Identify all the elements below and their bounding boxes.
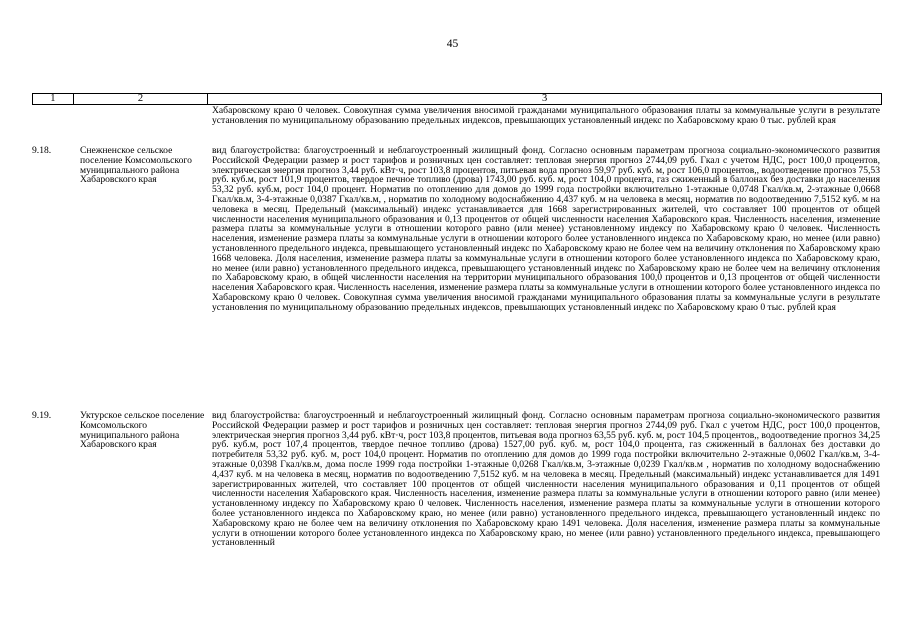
row-number: 9.19. xyxy=(32,410,52,421)
municipality-name: Уктурское сельское поселение Комсомольского муниципального района Хабаровского края xyxy=(80,410,205,451)
column-header-2: 2 xyxy=(73,94,207,105)
row-description: вид благоустройства: благоустроенный и неблагоустроенный жилищный фонд. Согласно основным параметрам прогноза социально-экономического развития Российской Федерации размер и рост тарифов и розничных цен составляет: тепловая энергия прогноз 2744,09 руб. Гкал с учетом НДС, рост 100,0 процентов, электрическая энергия прогноз 3,44 руб. кВт·ч, рост 103,8 процентов, питьевая вода прогноз 59,97 руб. куб. м, рост 106,0 процентов,, водоотведение прогноз 75,53 руб. куб.м, рост 101,9 процентов, твердое печное топливо (дрова) 1743,00 руб. куб. м, рост 104,0 процента, газ сжиженный в баллонах без доставки до населения 53,32 руб. куб.м, рост 104,0 процент. Норматив по отоплению для домов до 1999 года постройки включительно 1-этажные 0,0748 Гкал/кв.м, 2-этажные 0,0668 Гкал/кв.м, 3-4-этажные 0,0387 Гкал/кв.м, , норматив по холодному водоснабжению 4,437 куб. м на человека в месяц, норматив по водоотведению 7,5152 куб. м на человека в месяц. Предельный (максимальный) индекс устанавливается для 1668 зарегистрированных жителей, что составляет 100 процентов от общей численности населения муниципального образования и 0,13 процентов от общей численности населения Хабаровского края. Численность населения, изменение размера платы за коммунальные услуги в отношении которого равно (или менее) установленному индексу по Хабаровскому краю 0 человек. Численность населения, изменение размера платы за коммунальные услуги в отношении которого более установленного индекса по Хабаровскому краю, но менее (или равно) установленного предельного индекса, превышающего установленный индекс по Хабаровскому краю не более чем на величину отклонения по Хабаровскому краю 1668 человека. Доля населения, изменение размера платы за коммунальные услуги в отношении которого более установленного индекса по Хабаровскому краю, но менее (или равно) установленного предельного индекса, превышающего установленный индекс по Хабаровскому краю не более чем на величину отклонения по Хабаровскому краю, в общей численности населения на территории муниципального образования 100,0 процентов и 0,13 процентов от общей численности населения Хабаровского края. Численность населения, изменение размера платы за коммунальные услуги в отношении которого более установленного индекса по Хабаровскому краю 0 человек. Совокупная сумма увеличения вносимой гражданами муниципального образования платы за коммунальные услуги в результате установления по муниципальному образованию предельных индексов, превышающих установленный индекс по Хабаровскому краю 0 тыс. рублей края xyxy=(212,145,880,313)
municipality-name: Снежненское сельское поселение Комсомольского муниципального района Хабаровского края xyxy=(80,145,192,186)
table-header xyxy=(32,93,882,105)
column-header-3: 3 xyxy=(208,94,882,105)
row-description: вид благоустройства: благоустроенный и неблагоустроенный жилищный фонд. Согласно основным параметрам прогноза социально-экономического развития Российской Федерации размер и рост тарифов и розничных цен составляет: тепловая энергия прогноз 2744,09 руб. Гкал с учетом НДС, рост 100,0 процентов, электрическая энергия прогноз 3,44 руб. кВт·ч, рост 103,8 процентов, питьевая вода прогноз 63,55 руб. куб. м, рост 104,5 процентов,, водоотведение прогноз 34,25 руб. куб.м, рост 107,4 процентов, твердое печное топливо (дрова) 1527,00 руб. куб. м, рост 104,0 процента, газ сжиженный в баллонах без доставки до потребителя 53,32 руб. куб. м, рост 104,0 процент. Норматив по отоплению для домов до 1999 года постройки включительно 2-этажные 0,0602 Гкал/кв.м, 3-4-этажные 0,0398 Гкал/кв.м, дома после 1999 года постройки 1-этажные 0,0268 Гкал/кв.м, 3-этажные 0,0239 Гкал/кв.м , норматив по холодному водоснабжению 4,437 куб. м на человека в месяц, норматив по водоотведению 7,5152 куб. м на человека в месяц. Предельный (максимальный) индекс устанавливается для 1491 зарегистрированных жителей, что составляет 100 процентов от общей численности населения муниципального образования и 0,11 процентов от общей численности населения Хабаровского края. Численность населения, изменение размера платы за коммунальные услуги в отношении которого равно (или менее) установленному индексу по Хабаровскому краю 0 человек. Численность населения, изменение размера платы за коммунальные услуги в отношении которого более установленного индекса по Хабаровскому краю, но менее (или равно) установленного предельного индекса, превышающего установленный индекс по Хабаровскому краю не более чем на величину отклонения по Хабаровскому краю 1491 человека. Доля населения, изменение размера платы за коммунальные услуги в отношении которого более установленного индекса по Хабаровскому краю, но менее (или равно) установленного предельного индекса, превышающего установленный xyxy=(212,410,880,549)
row-number: 9.18. xyxy=(32,145,52,156)
table-header-row xyxy=(33,94,882,105)
page-number: 45 xyxy=(446,38,459,50)
column-header-1: 1 xyxy=(33,94,74,105)
continuation-text: Хабаровскому краю 0 человек. Совокупная сумма увеличения вносимой гражданами муниципального образования платы за коммунальные услуги в результате установления по муниципальному образованию предельных индексов, превышающих установленный индекс по Хабаровскому краю 0 тыс. рублей края xyxy=(212,105,880,126)
